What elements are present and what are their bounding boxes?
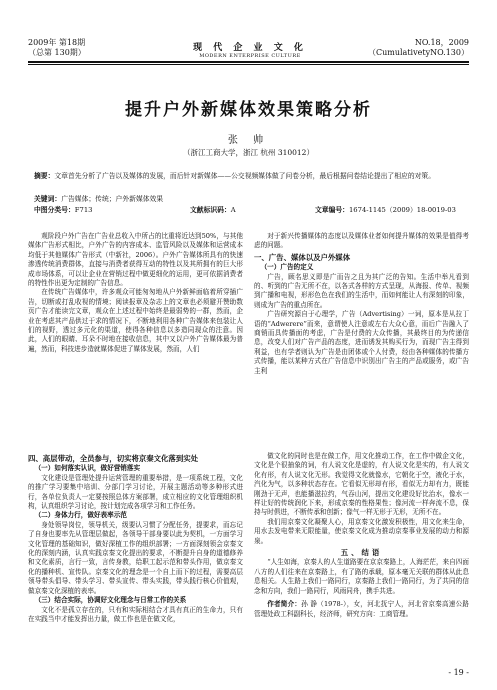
doc-code-value: A [230,206,236,214]
section-heading: 四、高层带动，全员参与，切实将京秦文化落到实处 [28,454,198,463]
upper-left-column [28,232,243,354]
lower-left-column [28,452,243,624]
keywords-label: 关键词： [34,195,62,203]
article-id [315,205,470,216]
paragraph: 做文化的同时也是在做工作，用文化推动工作，在工作中做企文化，文化是个很抽象的词，有人说文化是虚的，有人说文化是实的，有人说文化有形，有人说文化无形。我觉得文化就像水，它朝化于空，液化于水，汽化为气，以多种状态存在。它看似无形却有形，看似无力却有力，既能刚劲于无声，也能播滋拉约，气吞山河，提出文化建设好比治水，像水一样让好的传统润化下来，形成京秦的性格果性；像河流一样奔流不息，保持与时俱进，不断传承和创新；像气一样无形于无形，无所不在。 [254,452,469,517]
subsection-heading: （一）广告的定义 [260,263,314,272]
article-title: 提升户外新媒体效果策略分析 [125,100,372,120]
paragraph: 文化建设是管理处提升运营管理的重要举措，是一项系统工程，文化的推广学习要集中培训、分部门学习讨论，开展主题活动等多种形式进行，各单位负责人一定要按照总体方案部署，成立相应的文化管理组织机构，认真组织学习讨论，按计划完成各项学习和工作任务。 [28,473,243,511]
subsection-heading: （二）身体力行，做好表率示范 [34,511,127,520]
page-number: - 19 - [448,668,469,677]
abstract-text: 文章首先分析了广告以及媒体的发展，而后针对新媒体——公交视频媒体做了问卷分析，最后根据问卷结论提出了相应的对策。 [54,172,436,180]
paragraph: 身处领导岗位，领导机关，级要认习惯了分配任务，提要求，而忘记了自身也要率先从管理层做起，各领导干部身要以此为契机，一方面学习文化管理的基础知识，做好深植工作的组织部署；一方面深刻领会京秦文化的深刻内涵，认真实践京秦文化提出的要求，不断提升自身的道德修养和文化素质，言行一致，言传身教，给职工起示范和带头作用，做京秦文化的播种机、宣传队。京秦文化的理念是一个自上而下的过程，需要高层领导带头倡导、带头学习、带头宣传、带头实践，带头践行核心价值观，做京秦文化深植的表率。 [28,520,243,595]
doc-code [190,205,310,216]
author-bio [254,600,469,619]
keywords-text: 广告媒体；传统；户外新媒体效果 [61,195,164,203]
paragraph: “人生如海，京秦人的人生道路要在京京秦路上，人海茫茫，来自四面八方的人们往来在京秦路上，有了路的承载，原本毫无关联的群体从此息息相关。人生路上我们一路同行，京秦路上我们一路同行，为了共同的信念和方向，我们一路同行，风雨同舟，携手共进。 [254,558,469,595]
cumulative-number-label: （CumulativetyNO.130） [367,48,469,57]
author-bio-text: 孙 静（1978-），女，河北抚宁人，河北省京秦高速公路管理处政工科副科长，经济师，研究方向：工商管理。 [254,600,470,618]
subsection-heading: （三）结合实际，协调好文化理念与日常工作的关系 [34,596,187,605]
section-heading: 一、广告、媒体以及户外媒体 [254,252,351,262]
article-affiliation: （浙江工商大学，浙江 杭州 310012） [183,148,314,157]
abstract-label: 摘要： [34,172,55,180]
keywords [34,194,464,205]
issue-label: 2009年 第18期 [28,38,86,47]
paragraph: 文化不是孤立存在的，只有和实际相结合才具有真正的生命力，只有在实践当中才能发挥出力量，做工作也是在做文化， [28,605,243,623]
article-id-value: 1674-1145（2009）18-0019-03 [348,206,456,214]
clc-code [34,205,174,216]
subsection-heading: （一）如何落实认识，做好营销落实 [34,464,141,473]
number-label: NO.18，2009 [414,38,469,47]
article-id-label: 文章编号： [315,206,349,214]
paragraph: 对于新兴传播媒体的态度以及媒体业者如何提升媒体的效果是值得考虑的问题。 [254,232,469,250]
paragraph: 广告研究源自于心理学，广告（Advertising）一词，原本是从拉丁语的“Adwerere”而来，意谓使人注意或左右大众心意，而后广告融入了商销而具传播面的考虑，广告是付费的大众传播，其最终目的为传递信息，改变人们对广告产品的态度，进而诱发其购买行为，而现广告主得到利益，也有学者则认为广告是由团体或个人付费，经由各种媒体的传播方式传播，能以某种方式在广告信息中识别出广告主的产品或服务，或广告主利 [254,310,469,375]
paragraph: 在传统广告媒体中，许多观众可能匆匆地从户外新鲜面临着所穿插广告，切断或打乱收视的情境；阅读报章及杂志上的文章也必须避开赞助数页广告才能读完文章，观众在上述过程中始终是最弱势的一群，然而，企业在考虑其产品供过于求的情况下，不断地利用各种广告媒体来包装让人们的视野，透过多元化的渠道，使得各种信息以多造同现众的注意。因此，人们的眼睛、耳朵不时地在接收信息，其中又以户外广告媒体最为普遍，然而，科技进步造就媒体促进了媒体发展，然而，人们 [28,288,243,353]
issue-total-label: （总第 130期） [28,48,86,57]
article-author: 张 帅 [227,135,270,146]
doc-code-label: 文献标识码： [190,206,231,214]
author-bio-label: 作者简介： [267,600,302,609]
clc-value: F713 [74,206,93,214]
header-rule-thin [28,64,469,65]
paragraph: 观阶段户外广告在广告业总收入中所占的比重将近达到50%，与其他媒体广告形式相比，户外广告的内容成本、监管风险以及媒体和运营成本均低于其他媒体广告形式（中新社，2006）。户外广告媒体所具有的快速渗透传统消费群体，直接与消费者获得互动的特性以及其所拥有的巨大形成市场体系，可以让企业在营销过程中做更细化的运用，更可依据消费者的特性作出更为定制的广告信息。 [28,232,243,288]
paragraph: 我们用京秦文化凝聚人心，用京秦文化激发积极性，用文化来生命，用水去发电带来无限能量，使京秦文化成为推动京秦事业发展的动力和源泉。 [254,517,469,545]
upper-right-column [254,232,469,376]
clc-label: 中图分类号： [34,206,75,214]
section-heading: 五、结语 [340,548,383,558]
lower-right-column [254,452,469,619]
header-rule-thick [28,61,469,63]
journal-title-cn: 现 代 企 业 文 化 [193,43,307,53]
paragraph: 广告，顾名思义即是广而告之且为其广泛的告知。生活中举凡看到的、听到的广告无所不在，以各式各样的方式呈现，从海报、传单、视频到广播和电视，形形色色在我们的生活中，而如何能让人有深刻的印象，则成为广告的重点所在。 [254,272,469,309]
abstract [34,171,464,182]
journal-title-en: MODERN ENTERPRISE CULTURE [199,53,301,59]
